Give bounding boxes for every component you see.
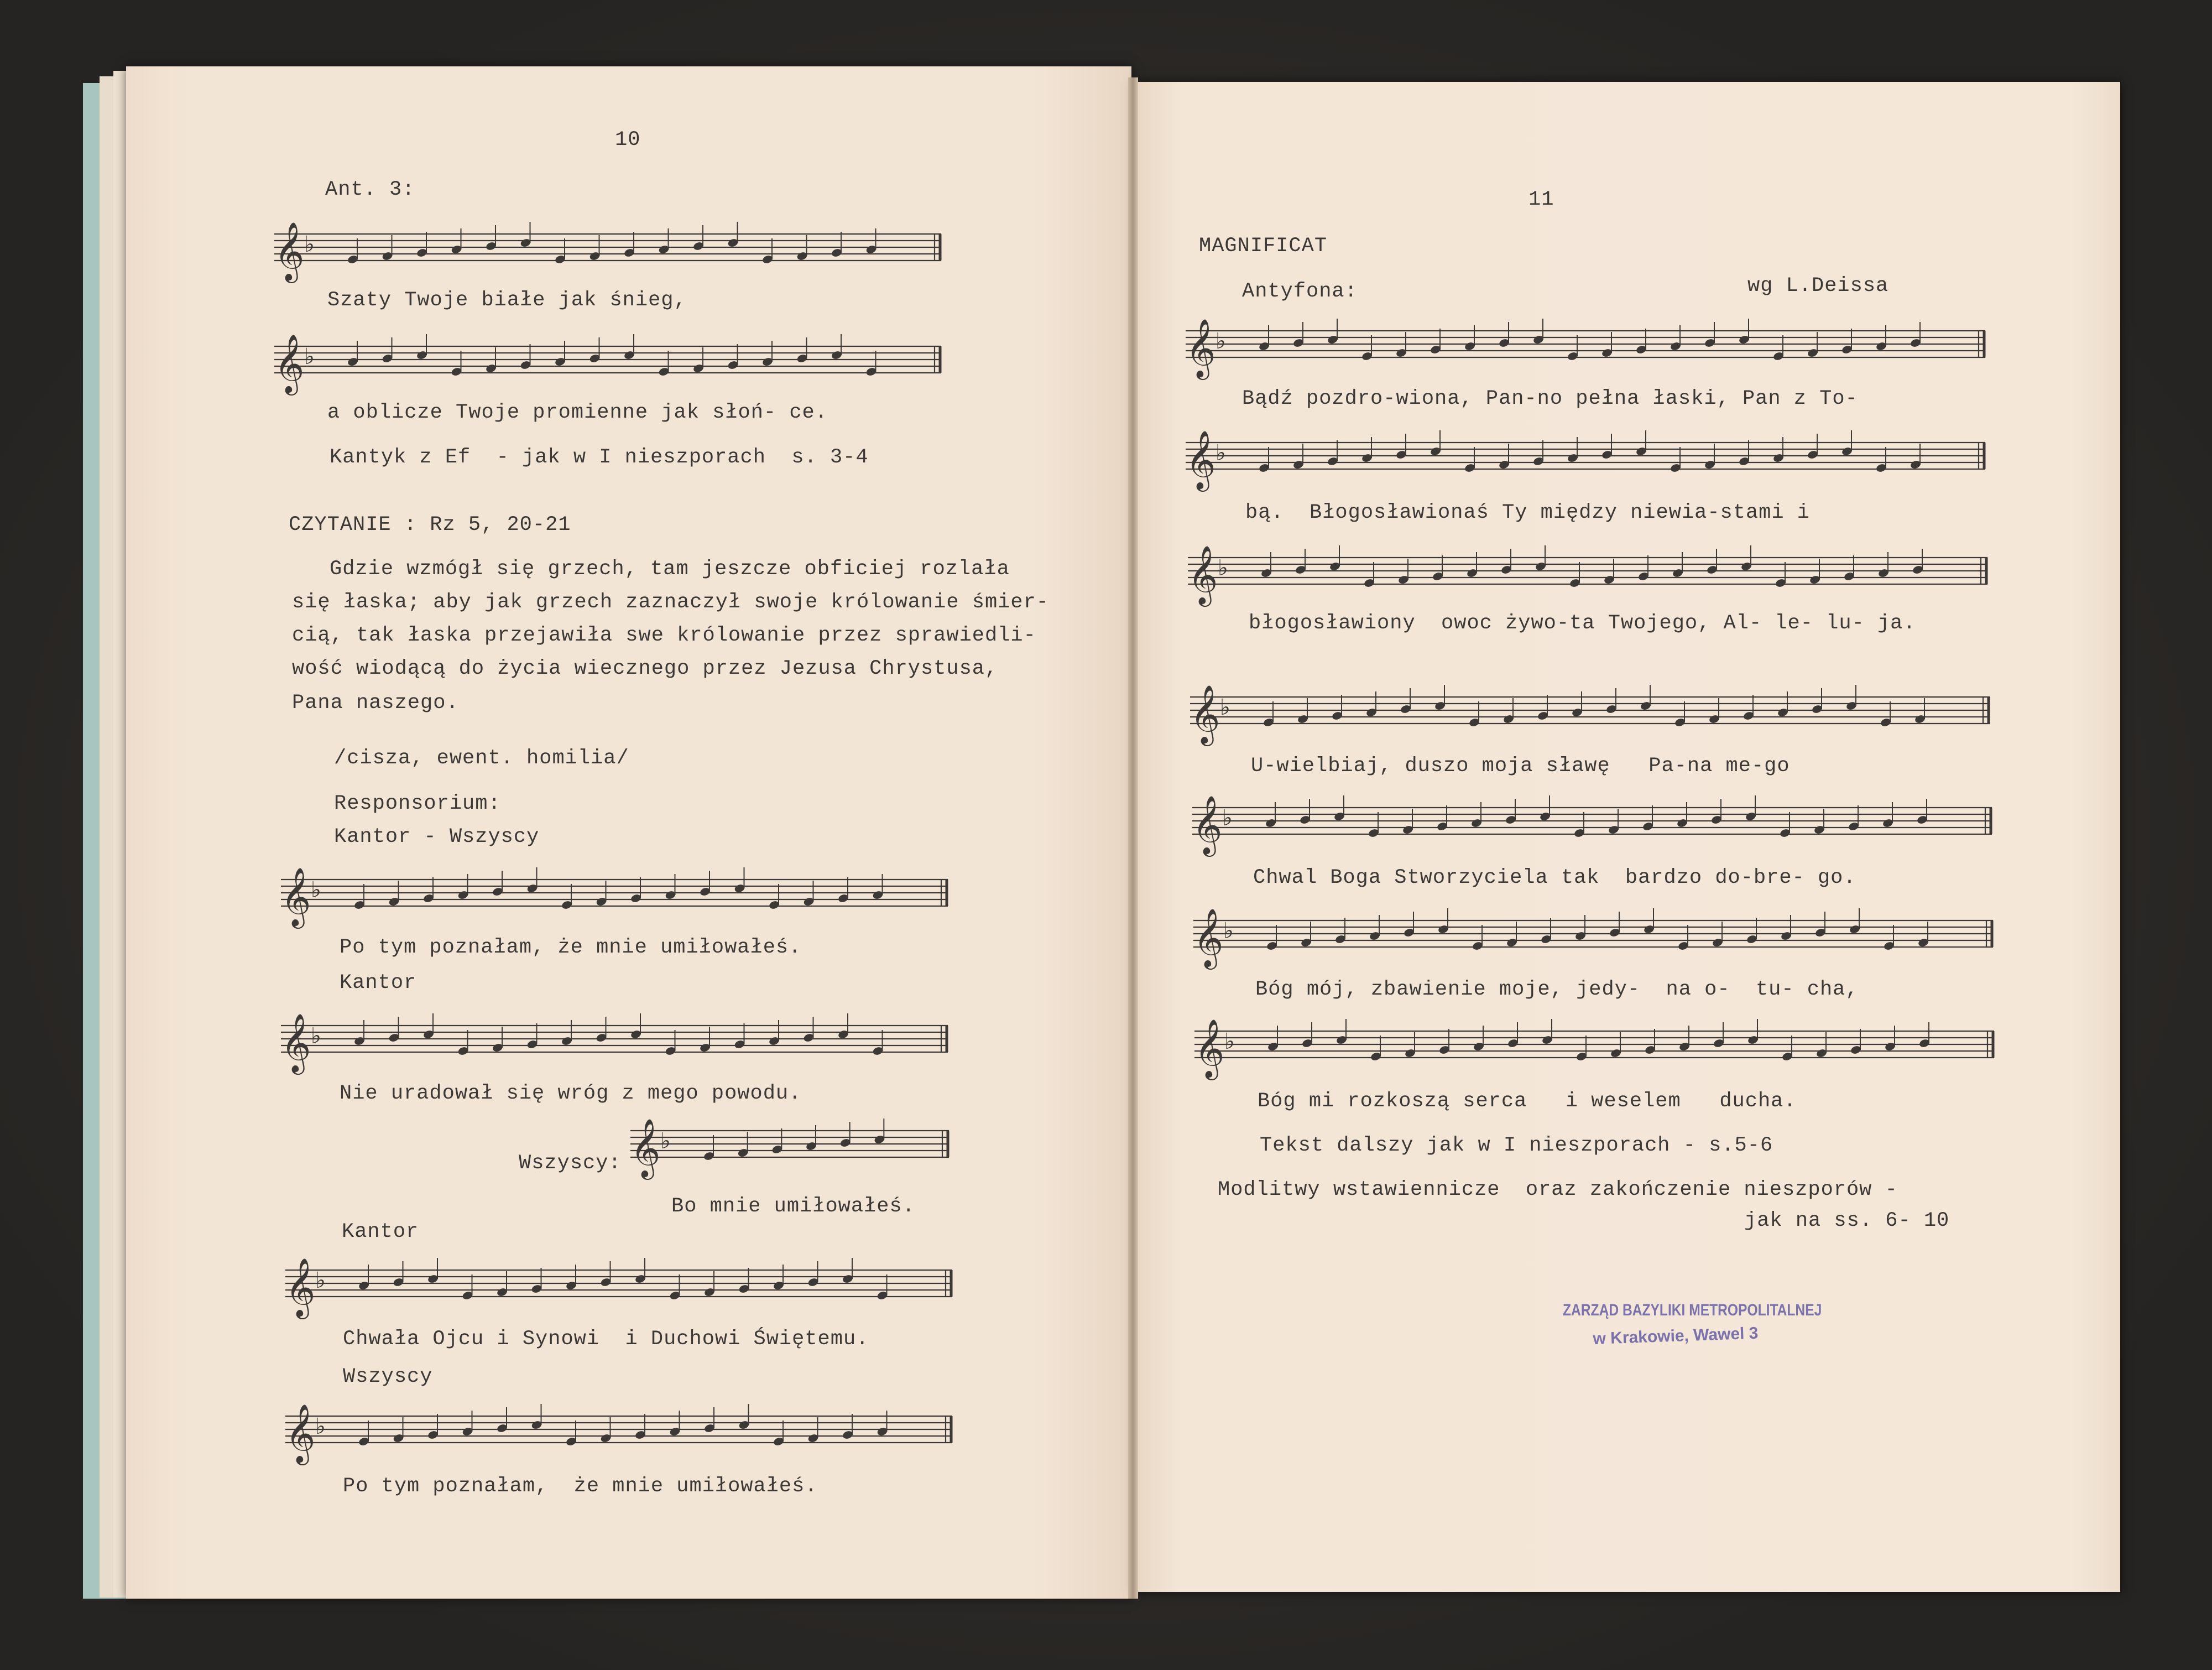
lyric-line: a oblicze Twoje promienne jak słoń- ce. (327, 401, 828, 424)
lyric-line: Nie uradował się wróg z mego powodu. (340, 1082, 802, 1105)
library-stamp: w Krakowie, Wawel 3 (1593, 1324, 1759, 1348)
treble-clef-icon: 𝄞 (281, 1013, 311, 1072)
lyric-line: Bo mnie umiłowałeś. (671, 1195, 915, 1218)
reading-text-line: wość wiodącą do życia wiecznego przez Jezusa Chrystusa, (292, 657, 998, 680)
lyric-line: U-wielbiaj, duszo moja sławę Pa-na me-go (1251, 755, 1790, 778)
music-staff (270, 331, 945, 403)
music-staff (270, 218, 945, 290)
treble-clef-icon: 𝄞 (1192, 795, 1223, 854)
music-staff (281, 1255, 956, 1326)
music-staff (1181, 427, 1989, 499)
kantor-wszyscy-label: Kantor - Wszyscy (334, 825, 540, 849)
lyric-line: Bóg mi rozkoszą serca i weselem ducha. (1258, 1090, 1797, 1113)
lyric-line: Chwała Ojcu i Synowi i Duchowi Świętemu. (343, 1328, 869, 1351)
music-staff (1186, 681, 1993, 753)
treble-clef-icon: 𝄞 (1190, 684, 1220, 743)
treble-clef-icon: 𝄞 (1186, 318, 1216, 377)
lyric-line: Bóg mój, zbawienie moje, jedy- na o- tu- cha, (1255, 978, 1859, 1001)
antiphon-label: Ant. 3: (325, 178, 415, 201)
silence-note: /cisza, ewent. homilia/ (334, 747, 629, 770)
kantor-label: Kantor (342, 1220, 419, 1244)
flat-sign-icon: ♭ (311, 877, 321, 903)
reading-text-line: się łaska; aby jak grzech zaznaczył swoje królowanie śmier- (292, 591, 1050, 614)
music-staff (1189, 905, 1996, 977)
flat-sign-icon: ♭ (1218, 555, 1228, 581)
flat-sign-icon: ♭ (1220, 695, 1230, 720)
section-title: MAGNIFICAT (1199, 235, 1328, 258)
book-gutter (1128, 77, 1138, 1599)
flat-sign-icon: ♭ (660, 1128, 671, 1154)
responsorium-label: Responsorium: (334, 792, 501, 815)
library-stamp: ZARZĄD BAZYLIKI METROPOLITALNEJ (1563, 1301, 1822, 1319)
treble-clef-icon: 𝄞 (274, 334, 305, 393)
attribution: wg L.Deissa (1747, 274, 1889, 298)
flat-sign-icon: ♭ (1215, 329, 1226, 354)
wszyscy-label: Wszyscy: (519, 1152, 622, 1175)
continuation-note: Tekst dalszy jak w I nieszporach - s.5-6 (1260, 1134, 1773, 1157)
treble-clef-icon: 𝄞 (281, 867, 311, 926)
flat-sign-icon: ♭ (304, 344, 315, 370)
reading-text-line: Pana naszego. (292, 691, 459, 715)
kantor-label: Kantor (340, 971, 417, 995)
reading-text-line: Gdzie wzmógł się grzech, tam jeszcze obficiej rozlała (330, 558, 1010, 581)
music-staff-short (626, 1115, 952, 1187)
lyric-line: Szaty Twoje białe jak śnieg, (327, 289, 687, 312)
lyric-line: błogosławiony owoc żywo-ta Twojego, Al- le- lu- ja. (1249, 612, 1916, 635)
flat-sign-icon: ♭ (1222, 805, 1233, 831)
treble-clef-icon: 𝄞 (274, 221, 305, 280)
flat-sign-icon: ♭ (1223, 918, 1234, 944)
music-staff (276, 1010, 951, 1082)
music-staff (276, 864, 951, 936)
flat-sign-icon: ♭ (304, 232, 315, 257)
music-staff (1181, 315, 1989, 387)
flat-sign-icon: ♭ (315, 1268, 326, 1293)
prayers-note: jak na ss. 6- 10 (1744, 1209, 1950, 1232)
kantyk-reference: Kantyk z Ef - jak w I nieszporach s. 3-4 (330, 446, 869, 469)
music-staff (281, 1401, 956, 1473)
page-number: 11 (1528, 188, 1554, 211)
treble-clef-icon: 𝄞 (285, 1257, 316, 1317)
lyric-line: Po tym poznałam, że mnie umiłowałeś. (340, 936, 802, 959)
lyric-line: Bądź pozdro-wiona, Pan-no pełna łaski, Pan z To- (1242, 387, 1858, 410)
treble-clef-icon: 𝄞 (1194, 1018, 1225, 1078)
treble-clef-icon: 𝄞 (1193, 908, 1224, 967)
prayers-note: Modlitwy wstawiennicze oraz zakończenie nieszporów - (1218, 1178, 1898, 1201)
wszyscy-label: Wszyscy (343, 1365, 433, 1388)
treble-clef-icon: 𝄞 (630, 1118, 661, 1177)
flat-sign-icon: ♭ (311, 1023, 321, 1049)
treble-clef-icon: 𝄞 (1188, 545, 1218, 604)
page-number: 10 (615, 128, 641, 152)
antiphon-label: Antyfona: (1242, 280, 1358, 303)
lyric-line: Po tym poznałam, że mnie umiłowałeś. (343, 1475, 818, 1498)
reading-header: CZYTANIE : Rz 5, 20-21 (289, 513, 571, 537)
music-staff (1190, 1016, 1997, 1088)
lyric-line: bą. Błogosławionaś Ty między niewia-stami i (1245, 501, 1810, 524)
flat-sign-icon: ♭ (1215, 440, 1226, 466)
music-staff (1183, 542, 1991, 614)
flat-sign-icon: ♭ (315, 1414, 326, 1439)
music-staff (1188, 792, 1995, 864)
lyric-line: Chwal Boga Stworzyciela tak bardzo do-bre- go. (1253, 866, 1856, 889)
treble-clef-icon: 𝄞 (1186, 430, 1216, 489)
flat-sign-icon: ♭ (1224, 1029, 1235, 1054)
treble-clef-icon: 𝄞 (285, 1403, 316, 1463)
reading-text-line: cią, tak łaska przejawiła swe królowanie przez sprawiedli- (292, 624, 1036, 647)
